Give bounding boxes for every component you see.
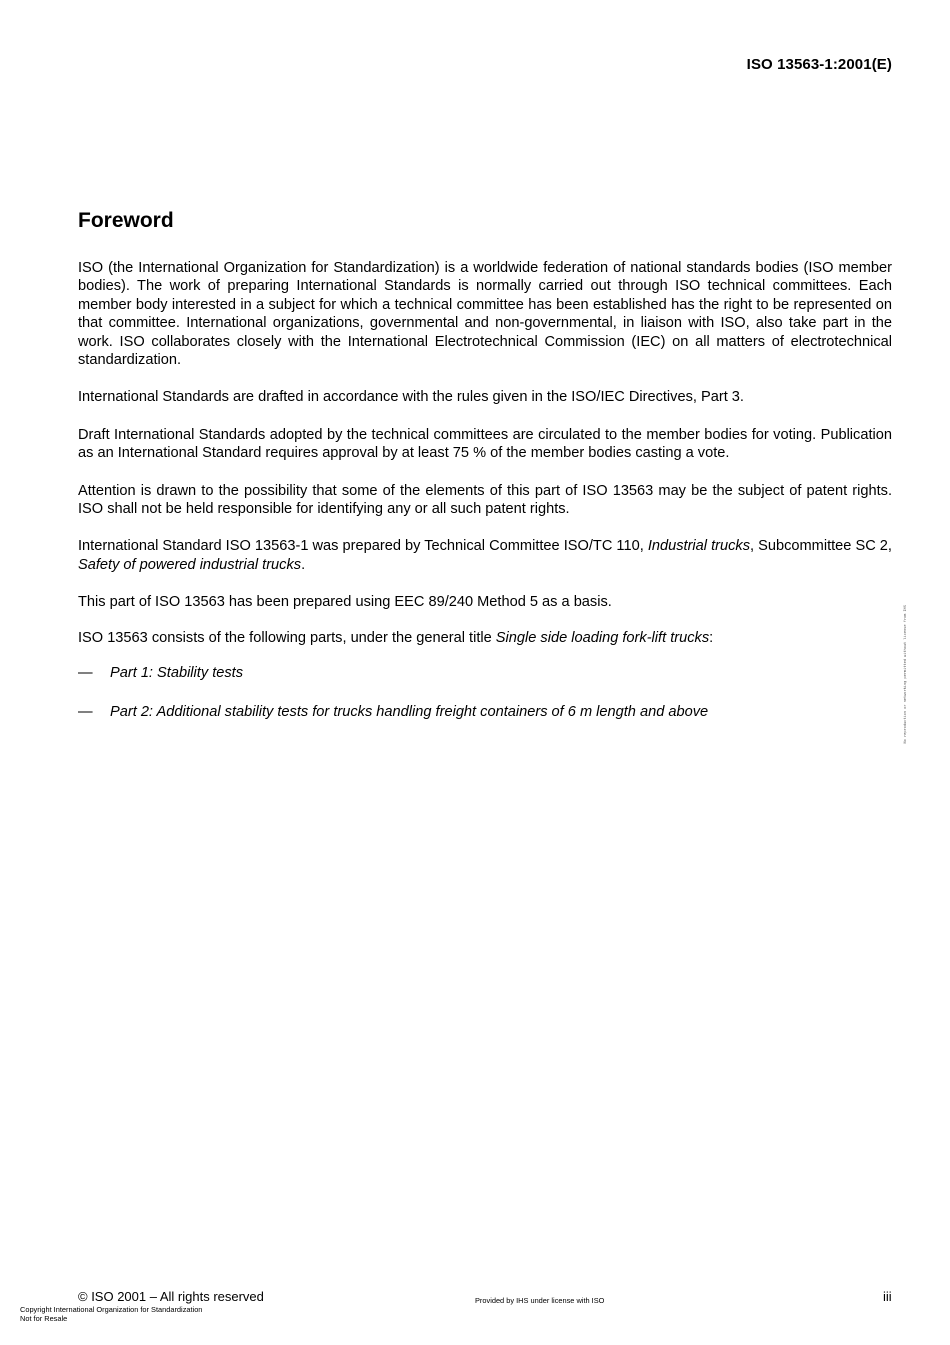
footer-copyright-org: Copyright International Organization for Standardization (20, 1305, 203, 1314)
subcommittee-title: Safety of powered industrial trucks (78, 556, 302, 573)
foreword-body (78, 259, 892, 741)
paragraph-directives: International Standards are drafted in accordance with the rules given in the ISO/IEC Directives, Part 3. (78, 389, 744, 406)
period: . (301, 556, 306, 573)
paragraph-patent: Attention is drawn to the possibility that some of the elements of this part of ISO 13563 may be the subject of patent rights. ISO shall not be held responsible for identifying any or all such patent rights. (78, 482, 892, 518)
paragraph-organization: ISO (the International Organization for Standardization) is a worldwide federation of national standards bodies (ISO member bodies). The work of preparing International Standards is normally carried out through ISO technical committees. Each member body interested in a subject for which a technical committee has been established has the right to be represented on that committee. International organizations, governmental and non-governmental, in liaison with ISO, also take part in the work. ISO collaborates closely with the International Electrotechnical Commission (IEC) on all matters of electrotechnical standardization. (78, 260, 892, 369)
page-title: Foreword (78, 209, 174, 232)
footer-copyright: © ISO 2001 – All rights reserved (78, 1289, 264, 1304)
committee-text: International Standard ISO 13563-1 was prepared by Technical Committee ISO/TC 110, (78, 538, 648, 555)
footer-license: Provided by IHS under license with ISO (475, 1296, 605, 1305)
paragraph-committee (78, 537, 892, 574)
general-title: Single side loading fork-lift trucks (495, 629, 710, 646)
part-2-title: Part 2: Additional stability tests for trucks handling freight containers of 6 m length and above (110, 703, 709, 720)
part-1-title: Part 1: Stability tests (110, 665, 244, 682)
paragraph-basis: This part of ISO 13563 has been prepared using EEC 89/240 Method 5 as a basis. (78, 594, 612, 611)
committee-title: Industrial trucks (647, 538, 751, 555)
list-dash: — (78, 665, 93, 682)
list-dash: — (78, 703, 93, 720)
license-watermark: No reproduction or networking permitted without license from IHS (903, 605, 907, 744)
list-item (78, 703, 892, 721)
subcommittee-text: , Subcommittee SC 2, (750, 538, 892, 555)
page-number: iii (883, 1289, 892, 1304)
list-item (78, 664, 892, 682)
colon: : (709, 629, 714, 646)
document-id: ISO 13563-1:2001(E) (746, 56, 892, 73)
parts-intro: ISO 13563 consists of the following parts, under the general title (78, 629, 496, 646)
footer-not-for-resale: Not for Resale (20, 1314, 68, 1323)
paragraph-voting: Draft International Standards adopted by the technical committees are circulated to the member bodies for voting. Publication as an International Standard requires approval by at least 75 % of the member bodies casting a vote. (78, 426, 892, 462)
paragraph-parts (78, 629, 892, 647)
